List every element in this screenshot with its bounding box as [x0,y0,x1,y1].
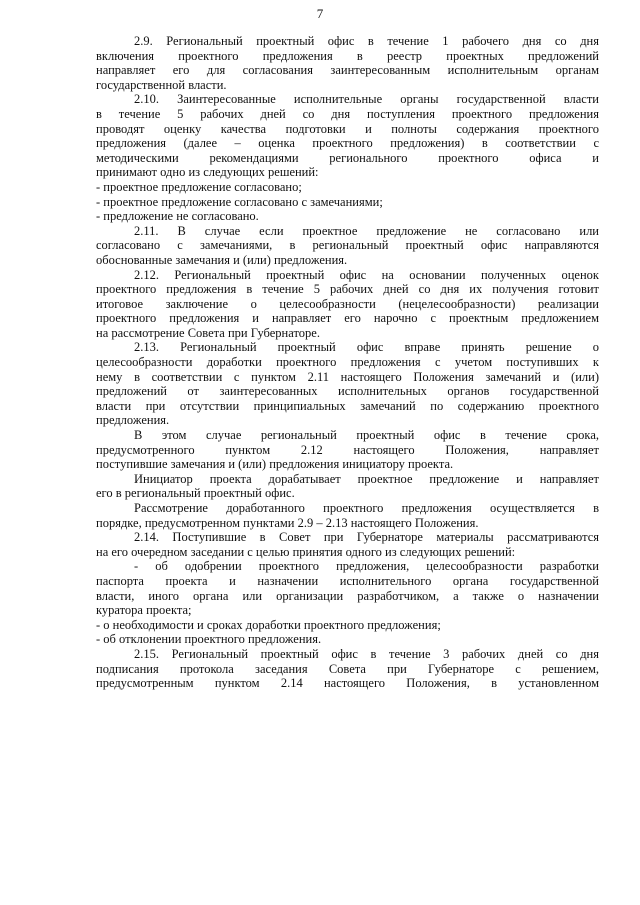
paragraph [96,501,599,530]
text-line: 2.11. В случае если проектное предложение не согласовано или [134,223,599,238]
text-line: нему в соответствии с пунктом 2.11 настоящего Положения замечаний и (или) [96,369,599,384]
paragraph [96,530,599,559]
text-line: 2.12. Региональный проектный офис на основании полученных оценок [134,267,599,282]
paragraph [96,428,599,472]
text-line: - предложение не согласовано. [96,209,259,224]
text-line: предложения (далее – оценка проектного предложения) в соответствии с [96,136,599,151]
text-line: согласовано с замечаниями, в региональный проектный офис направляются [96,238,599,253]
paragraph [96,559,599,617]
text-line: предусмотренного пунктом 2.12 настоящего Положения, направляет [96,442,599,457]
paragraph [96,34,599,92]
text-line: куратора проекта; [96,603,192,618]
text-line: власти при отсутствии принципиальных замечаний по содержанию проектного [96,398,599,413]
text-line: его в региональный проектный офис. [96,486,295,501]
text-line: паспорта проекта и назначении исполнительного органа государственной [96,573,599,588]
text-line: - об отклонении проектного предложения. [96,632,322,647]
text-line: предусмотренным пунктом 2.14 настоящего Положения, в установленном [96,676,599,691]
list-item [96,632,599,647]
text-line: проектного предложения в течение 5 рабочих дней со дня их получения готовит [96,282,599,297]
text-line: - проектное предложение согласовано; [96,179,302,194]
text-line: государственной власти. [96,77,227,92]
page-number: 7 [316,6,324,21]
document-body [96,34,599,691]
text-line: в течение 5 рабочих дней со дня поступления проектного предложения [96,106,599,121]
text-line: поступившие замечания и (или) предложения инициатору проекта. [96,457,454,472]
text-line: на его очередном заседании с целью принятия одного из следующих решений: [96,544,516,559]
text-line: методическими рекомендациями регионального проектного офиса и [96,150,599,165]
text-line: - о необходимости и сроках доработки проектного предложения; [96,617,441,632]
text-line: принимают одно из следующих решений: [96,165,319,180]
text-line: 2.15. Региональный проектный офис в течение 3 рабочих дней со дня [134,646,599,661]
paragraph [96,472,599,501]
text-line: В этом случае региональный проектный офис в течение срока, [134,428,599,443]
text-line: 2.13. Региональный проектный офис вправе принять решение о [134,340,599,355]
paragraph [96,647,599,691]
text-line: 2.14. Поступившие в Совет при Губернаторе материалы рассматриваются [134,530,599,545]
text-line: предложений от заинтересованных исполнительных органов государственной [96,384,599,399]
text-line: Инициатор проекта дорабатывает проектное предложение и направляет [134,471,599,486]
text-line: предложения. [96,413,170,428]
text-line: 2.10. Заинтересованные исполнительные органы государственной власти [134,92,599,107]
text-line: Рассмотрение доработанного проектного предложения осуществляется в [134,501,599,515]
text-line: власти, иного органа или организации разработчиком, а также о назначении [96,588,599,603]
text-line: проводят оценку качества подготовки и полноты содержания проектного [96,121,599,136]
text-line: подписания протокола заседания Совета при Губернаторе с решением, [96,661,599,676]
text-line: - проектное предложение согласовано с замечаниями; [96,194,383,209]
text-line: порядке, предусмотренном пунктами 2.9 – 2.13 настоящего Положения. [96,515,479,530]
text-line: на рассмотрение Совета при Губернаторе. [96,325,320,340]
text-line: итоговое заключение о целесообразности (нецелесообразности) реализации [96,296,599,311]
list-item [96,618,599,633]
list-item [96,195,599,210]
paragraph [96,224,599,268]
paragraph [96,92,599,180]
text-line: проектного предложения и направляет его нарочно с проектным предложением [96,311,599,326]
text-line: направляет его для согласования заинтересованным исполнительным органам [96,63,599,78]
text-line: обоснованные замечания и (или) предложения. [96,252,348,267]
list-item [96,180,599,195]
text-line: 2.9. Региональный проектный офис в течение 1 рабочего дня со дня [134,34,599,48]
list-item [96,209,599,224]
text-line: целесообразности доработки проектного предложения с учетом поступивших к [96,355,599,370]
text-line: - об одобрении проектного предложения, целесообразности разработки [134,559,599,574]
paragraph [96,340,599,428]
text-line: включения проектного предложения в реестр проектных предложений [96,48,599,63]
paragraph [96,268,599,341]
